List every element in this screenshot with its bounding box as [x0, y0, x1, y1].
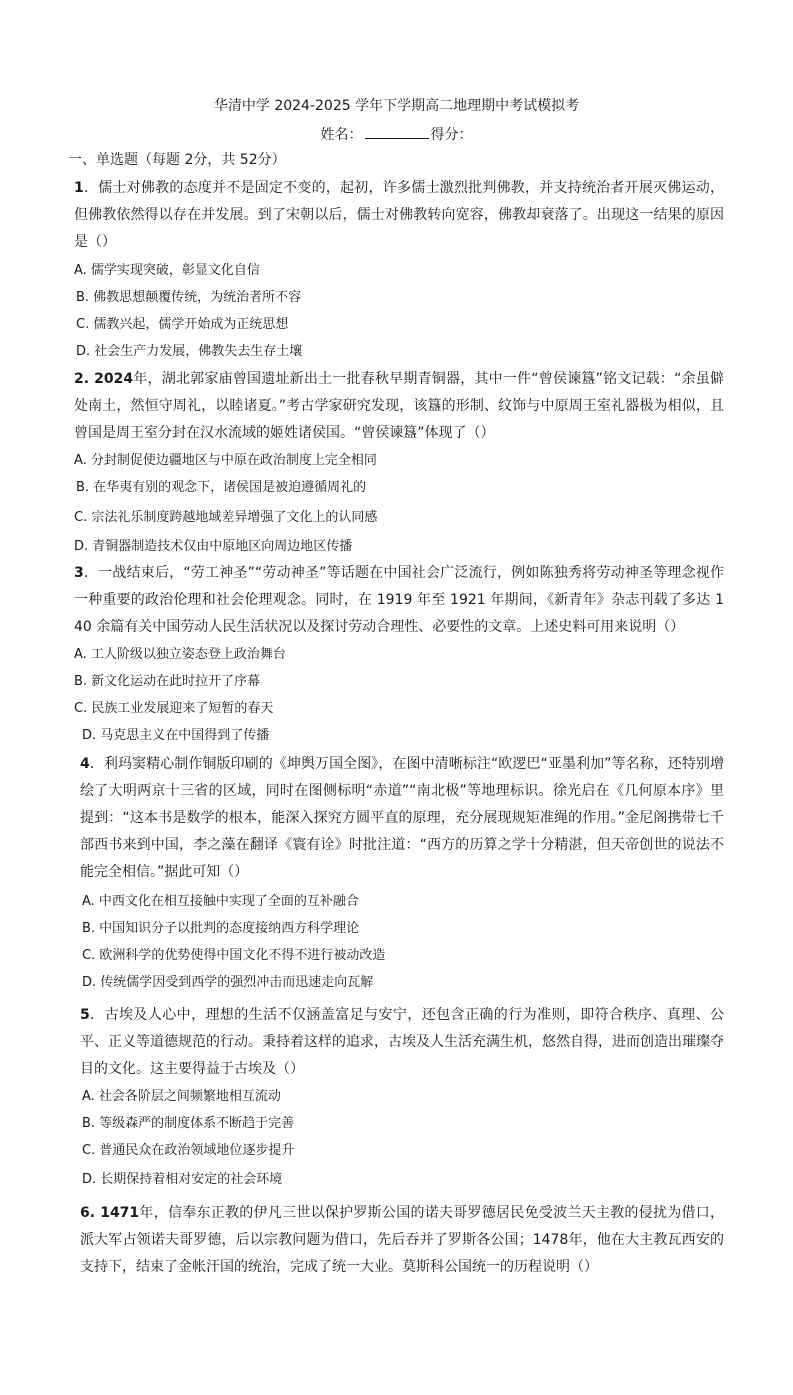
question-number: 3	[74, 565, 84, 581]
question-text: 年，信奉东正教的伊凡三世以保护罗斯公国的诺夫哥罗德居民免受波兰天主教的侵扰为借口，派大军占领诺夫哥罗德，后以宗教问题为借口，先后吞并了罗斯各公国；1478年，他在大主教瓦西安的支持下，结束了金帐汗国的统治，完成了统一大业。莫斯科公国统一的历程说明（）	[80, 1205, 724, 1275]
section-title: 一、单选题（每题 2分，共 52分）	[68, 152, 286, 168]
option-2b[interactable]: B. 在华夷有别的观念下，诸侯国是被迫遵循周礼的	[76, 480, 367, 495]
question-number: 6. 1471	[80, 1205, 140, 1221]
option-4d[interactable]: D. 传统儒学因受到西学的强烈冲击而迅速走向瓦解	[82, 975, 374, 990]
name-score-line	[0, 124, 793, 145]
question-6	[80, 1200, 724, 1281]
question-number: 5	[80, 1007, 90, 1023]
question-text: ．儒士对佛教的态度并不是固定不变的，起初，许多儒士激烈批判佛教，并支持统治者开展灭佛运动，但佛教依然得以存在并发展。到了宋朝以后，儒士对佛教转向宽容，佛教却衰落了。出现这一结果的原因是（）	[74, 180, 724, 250]
question-2	[74, 366, 724, 447]
option-3c[interactable]: C. 民族工业发展迎来了短暂的春天	[74, 701, 274, 716]
option-1a[interactable]: A. 儒学实现突破，彰显文化自信	[74, 263, 260, 278]
name-blank[interactable]	[365, 124, 429, 139]
question-number: 4	[80, 756, 90, 772]
score-label: 得分：	[430, 127, 473, 143]
option-5c[interactable]: C. 普通民众在政治领域地位逐步提升	[82, 1143, 295, 1158]
question-text: ．利玛窦精心制作铜版印刷的《坤舆万国全图》，在图中清晰标注“欧逻巴“亚墨利加”等名称，还特别增绘了大明两京十三省的区域，同时在图侧标明“赤道”“南北极”等地理标识。徐光启在《几何原本序》里提到：“这本书是数学的根本，能深入探究方圆平直的原理，充分展现规矩准绳的作用。”金尼阁携带七千部西书来到中国，李之藻在翻译《寰有诠》时批注道：“西方的历算之学十分精湛，但天帝创世的说法不能完全相信。”据此可知（）	[80, 756, 724, 880]
option-1c[interactable]: C. 儒教兴起，儒学开始成为正统思想	[76, 317, 289, 332]
option-4b[interactable]: B. 中国知识分子以批判的态度接纳西方科学理论	[82, 921, 360, 936]
exam-title: 华清中学 2024-2025 学年下学期高二地理期中考试模拟考	[213, 98, 580, 114]
option-5b[interactable]: B. 等级森严的制度体系不断趋于完善	[82, 1116, 295, 1131]
question-4	[80, 751, 724, 886]
question-text: 年，湖北郭家庙曾国遗址新出土一批春秋早期青铜器，其中一件“曾侯谏簋”铭文记载：“余虽僻处南土，然恒守周礼，以睦诸夏。”考古学家研究发现，该簋的形制、纹饰与中原周王室礼器极为相似，且曾国是周王室分封在汉水流域的姬姓诸侯国。“曾侯谏簋”体现了（）	[74, 371, 724, 441]
option-2d[interactable]: D. 青铜器制造技术仅由中原地区向周边地区传播	[74, 539, 353, 554]
option-2c[interactable]: C. 宗法礼乐制度跨越地域差异增强了文化上的认同感	[74, 510, 378, 525]
question-3	[74, 560, 724, 641]
name-label: 姓名：	[320, 127, 363, 143]
option-5d[interactable]: D. 长期保持着相对安定的社会环境	[82, 1172, 283, 1187]
question-text: ．一战结束后，“劳工神圣”“劳动神圣”等话题在中国社会广泛流行，例如陈独秀将劳动神圣等理念视作一种重要的政治伦理和社会伦理观念。同时，在 1919 年至 1921 年期间，《新青年》杂志刊载了多达 140 余篇有关中国劳动人民生活状况以及探讨劳动合理性、必要性的文章。上述史料可用来说明（）	[74, 565, 724, 635]
option-4c[interactable]: C. 欧洲科学的优势使得中国文化不得不进行被动改造	[82, 948, 386, 963]
question-text: ．古埃及人心中，理想的生活不仅涵盖富足与安宁，还包含正确的行为准则，即符合秩序、真理、公平、正义等道德规范的行动。秉持着这样的追求，古埃及人生活充满生机，悠然自得，进而创造出璀璨夺目的文化。这主要得益于古埃及（）	[80, 1007, 724, 1077]
option-1b[interactable]: B. 佛教思想颠覆传统，为统治者所不容	[76, 290, 302, 305]
option-4a[interactable]: A. 中西文化在相互接触中实现了全面的互补融合	[82, 894, 359, 909]
question-number: 1	[74, 180, 84, 196]
option-2a[interactable]: A. 分封制促使边疆地区与中原在政治制度上完全相同	[74, 453, 377, 468]
option-5a[interactable]: A. 社会各阶层之间频繁地相互流动	[82, 1089, 281, 1104]
option-1d[interactable]: D. 社会生产力发展，佛教失去生存土壤	[76, 344, 303, 359]
question-5	[80, 1002, 724, 1083]
option-3a[interactable]: A. 工人阶级以独立姿态登上政治舞台	[74, 647, 286, 662]
option-3b[interactable]: B. 新文化运动在此时拉开了序幕	[74, 674, 261, 689]
question-number: 2. 2024	[74, 371, 134, 387]
option-3d[interactable]: D. 马克思主义在中国得到了传播	[82, 728, 270, 743]
question-1	[74, 175, 724, 256]
